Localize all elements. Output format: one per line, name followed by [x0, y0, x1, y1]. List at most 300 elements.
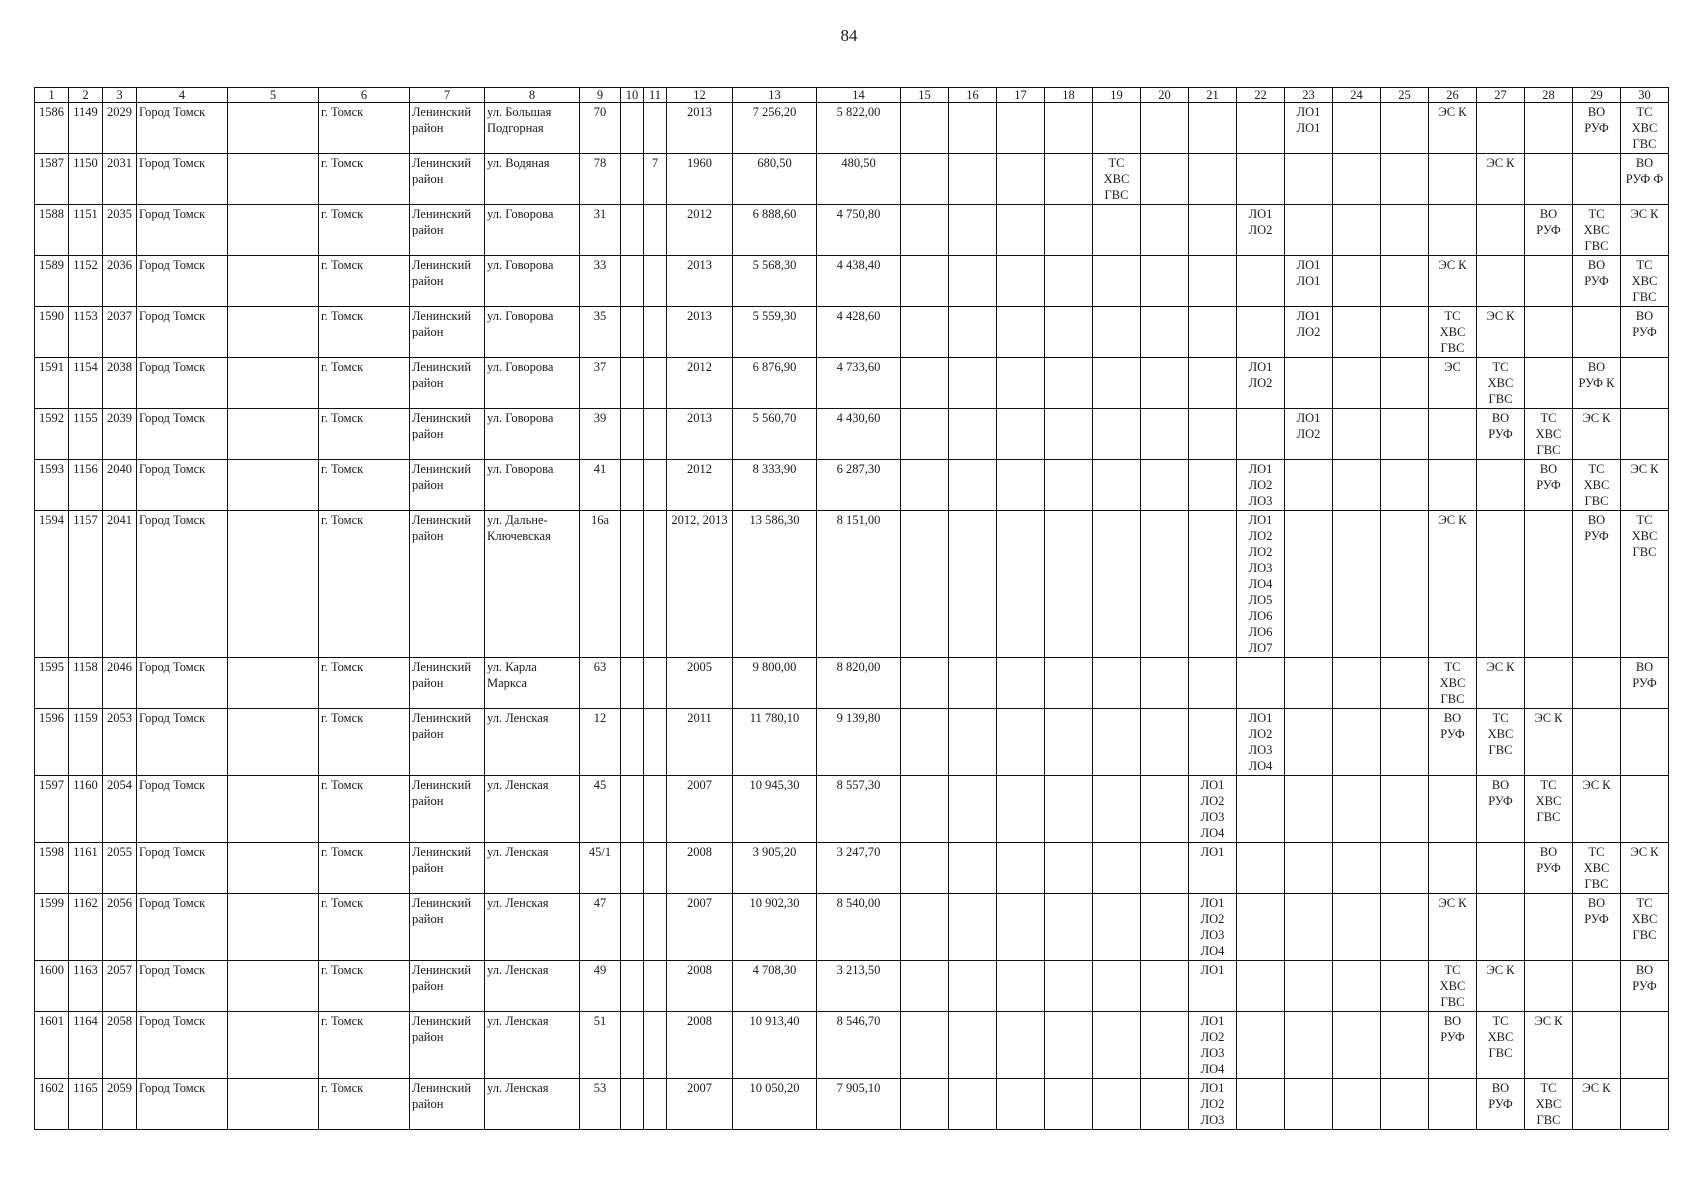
- cell-col-1: 1593: [35, 460, 69, 511]
- cell-col-17: [997, 307, 1045, 358]
- cell-col-9: 35: [580, 307, 621, 358]
- cell-col-15: [901, 307, 949, 358]
- cell-col-23: [1285, 961, 1333, 1012]
- cell-col-25: [1381, 776, 1429, 843]
- cell-col-25: [1381, 205, 1429, 256]
- cell-col-5: [228, 1012, 319, 1079]
- column-header-26: 26: [1429, 88, 1477, 103]
- cell-col-9: 49: [580, 961, 621, 1012]
- cell-col-12: 2013: [667, 409, 733, 460]
- cell-col-28: [1525, 511, 1573, 658]
- column-header-4: 4: [137, 88, 228, 103]
- column-number-row: [35, 88, 1669, 103]
- cell-col-29: ЭС К: [1573, 776, 1621, 843]
- cell-col-12: 2012, 2013: [667, 511, 733, 658]
- cell-col-3: 2037: [103, 307, 137, 358]
- cell-col-5: [228, 1079, 319, 1130]
- cell-col-19: [1093, 843, 1141, 894]
- cell-col-26: ВО РУФ: [1429, 1012, 1477, 1079]
- cell-col-8: ул. Говорова: [485, 256, 580, 307]
- cell-col-28: [1525, 154, 1573, 205]
- cell-col-2: 1162: [69, 894, 103, 961]
- cell-col-5: [228, 205, 319, 256]
- cell-col-6: г. Томск: [319, 307, 410, 358]
- cell-col-2: 1151: [69, 205, 103, 256]
- cell-col-17: [997, 843, 1045, 894]
- cell-col-12: 2012: [667, 358, 733, 409]
- cell-col-12: 2008: [667, 843, 733, 894]
- cell-col-11: [644, 1012, 667, 1079]
- column-header-9: 9: [580, 88, 621, 103]
- cell-col-13: 4 708,30: [733, 961, 817, 1012]
- cell-col-22: [1237, 154, 1285, 205]
- cell-col-13: 6 888,60: [733, 205, 817, 256]
- cell-col-15: [901, 709, 949, 776]
- cell-col-8: ул. Дальне-Ключевская: [485, 511, 580, 658]
- cell-col-19: [1093, 205, 1141, 256]
- cell-col-25: [1381, 307, 1429, 358]
- cell-col-7: Ленинский район: [410, 358, 485, 409]
- cell-col-12: 2011: [667, 709, 733, 776]
- column-header-25: 25: [1381, 88, 1429, 103]
- cell-col-19: [1093, 709, 1141, 776]
- cell-col-22: [1237, 307, 1285, 358]
- cell-col-18: [1045, 358, 1093, 409]
- cell-col-19: [1093, 307, 1141, 358]
- cell-col-5: [228, 358, 319, 409]
- cell-col-27: ВО РУФ: [1477, 776, 1525, 843]
- cell-col-26: ЭС: [1429, 358, 1477, 409]
- cell-col-9: 47: [580, 894, 621, 961]
- cell-col-29: ТС ХВС ГВС: [1573, 460, 1621, 511]
- cell-col-30: ЭС К: [1621, 205, 1669, 256]
- cell-col-1: 1594: [35, 511, 69, 658]
- cell-col-16: [949, 1079, 997, 1130]
- cell-col-9: 37: [580, 358, 621, 409]
- cell-col-9: 45/1: [580, 843, 621, 894]
- cell-col-22: [1237, 1079, 1285, 1130]
- cell-col-23: [1285, 843, 1333, 894]
- cell-col-8: ул. Говорова: [485, 205, 580, 256]
- cell-col-24: [1333, 103, 1381, 154]
- cell-col-15: [901, 961, 949, 1012]
- column-header-15: 15: [901, 88, 949, 103]
- cell-col-20: [1141, 1012, 1189, 1079]
- cell-col-3: 2056: [103, 894, 137, 961]
- column-header-21: 21: [1189, 88, 1237, 103]
- cell-col-23: ЛО1 ЛО2: [1285, 409, 1333, 460]
- cell-col-7: Ленинский район: [410, 894, 485, 961]
- cell-col-16: [949, 1012, 997, 1079]
- cell-col-13: 10 945,30: [733, 776, 817, 843]
- cell-col-8: ул. Карла Маркса: [485, 658, 580, 709]
- cell-col-25: [1381, 154, 1429, 205]
- cell-col-1: 1599: [35, 894, 69, 961]
- cell-col-6: г. Томск: [319, 658, 410, 709]
- cell-col-30: ВО РУФ: [1621, 658, 1669, 709]
- cell-col-8: ул. Ленская: [485, 1079, 580, 1130]
- cell-col-14: 4 438,40: [817, 256, 901, 307]
- cell-col-18: [1045, 1079, 1093, 1130]
- cell-col-18: [1045, 154, 1093, 205]
- cell-col-30: [1621, 1012, 1669, 1079]
- cell-col-10: [621, 307, 644, 358]
- cell-col-22: [1237, 103, 1285, 154]
- cell-col-11: [644, 961, 667, 1012]
- cell-col-27: [1477, 103, 1525, 154]
- cell-col-29: ТС ХВС ГВС: [1573, 843, 1621, 894]
- cell-col-5: [228, 307, 319, 358]
- cell-col-6: г. Томск: [319, 511, 410, 658]
- cell-col-25: [1381, 103, 1429, 154]
- cell-col-10: [621, 103, 644, 154]
- cell-col-15: [901, 154, 949, 205]
- cell-col-24: [1333, 358, 1381, 409]
- cell-col-15: [901, 1012, 949, 1079]
- cell-col-15: [901, 103, 949, 154]
- cell-col-6: г. Томск: [319, 409, 410, 460]
- cell-col-8: ул. Водяная: [485, 154, 580, 205]
- cell-col-7: Ленинский район: [410, 460, 485, 511]
- cell-col-17: [997, 776, 1045, 843]
- cell-col-14: 4 430,60: [817, 409, 901, 460]
- cell-col-5: [228, 843, 319, 894]
- cell-col-20: [1141, 658, 1189, 709]
- cell-col-14: 3 247,70: [817, 843, 901, 894]
- cell-col-10: [621, 776, 644, 843]
- cell-col-28: ВО РУФ: [1525, 843, 1573, 894]
- cell-col-13: 13 586,30: [733, 511, 817, 658]
- cell-col-26: ЭС К: [1429, 511, 1477, 658]
- cell-col-5: [228, 511, 319, 658]
- cell-col-9: 51: [580, 1012, 621, 1079]
- column-header-20: 20: [1141, 88, 1189, 103]
- cell-col-12: 2005: [667, 658, 733, 709]
- cell-col-7: Ленинский район: [410, 843, 485, 894]
- cell-col-17: [997, 658, 1045, 709]
- cell-col-30: [1621, 409, 1669, 460]
- cell-col-16: [949, 511, 997, 658]
- cell-col-6: г. Томск: [319, 154, 410, 205]
- cell-col-26: ТС ХВС ГВС: [1429, 961, 1477, 1012]
- cell-col-13: 10 913,40: [733, 1012, 817, 1079]
- cell-col-23: ЛО1 ЛО1: [1285, 103, 1333, 154]
- cell-col-2: 1155: [69, 409, 103, 460]
- cell-col-22: [1237, 776, 1285, 843]
- cell-col-24: [1333, 205, 1381, 256]
- cell-col-23: ЛО1 ЛО2: [1285, 307, 1333, 358]
- cell-col-14: 5 822,00: [817, 103, 901, 154]
- cell-col-11: [644, 894, 667, 961]
- cell-col-21: ЛО1: [1189, 961, 1237, 1012]
- cell-col-11: [644, 658, 667, 709]
- cell-col-28: ЭС К: [1525, 1012, 1573, 1079]
- cell-col-6: г. Томск: [319, 1012, 410, 1079]
- table-row: [35, 961, 1669, 1012]
- cell-col-26: ТС ХВС ГВС: [1429, 658, 1477, 709]
- cell-col-10: [621, 1012, 644, 1079]
- cell-col-28: ТС ХВС ГВС: [1525, 1079, 1573, 1130]
- cell-col-29: [1573, 961, 1621, 1012]
- cell-col-8: ул. Ленская: [485, 961, 580, 1012]
- cell-col-12: 2008: [667, 961, 733, 1012]
- cell-col-16: [949, 103, 997, 154]
- cell-col-25: [1381, 256, 1429, 307]
- cell-col-24: [1333, 658, 1381, 709]
- cell-col-13: 9 800,00: [733, 658, 817, 709]
- cell-col-11: [644, 1079, 667, 1130]
- cell-col-19: [1093, 894, 1141, 961]
- cell-col-1: 1595: [35, 658, 69, 709]
- column-header-27: 27: [1477, 88, 1525, 103]
- cell-col-2: 1165: [69, 1079, 103, 1130]
- cell-col-26: [1429, 1079, 1477, 1130]
- cell-col-12: 2007: [667, 1079, 733, 1130]
- cell-col-18: [1045, 658, 1093, 709]
- cell-col-12: 2013: [667, 307, 733, 358]
- cell-col-13: 10 050,20: [733, 1079, 817, 1130]
- cell-col-22: ЛО1 ЛО2: [1237, 205, 1285, 256]
- cell-col-30: [1621, 1079, 1669, 1130]
- cell-col-24: [1333, 776, 1381, 843]
- cell-col-13: 10 902,30: [733, 894, 817, 961]
- cell-col-5: [228, 460, 319, 511]
- cell-col-22: [1237, 894, 1285, 961]
- column-header-6: 6: [319, 88, 410, 103]
- cell-col-24: [1333, 409, 1381, 460]
- cell-col-1: 1600: [35, 961, 69, 1012]
- cell-col-8: ул. Ленская: [485, 709, 580, 776]
- table-row: [35, 154, 1669, 205]
- cell-col-17: [997, 511, 1045, 658]
- cell-col-24: [1333, 1012, 1381, 1079]
- column-header-12: 12: [667, 88, 733, 103]
- cell-col-1: 1592: [35, 409, 69, 460]
- cell-col-21: [1189, 205, 1237, 256]
- cell-col-9: 78: [580, 154, 621, 205]
- cell-col-16: [949, 776, 997, 843]
- cell-col-13: 5 559,30: [733, 307, 817, 358]
- cell-col-23: ЛО1 ЛО1: [1285, 256, 1333, 307]
- cell-col-14: 8 540,00: [817, 894, 901, 961]
- cell-col-11: [644, 709, 667, 776]
- cell-col-7: Ленинский район: [410, 1079, 485, 1130]
- cell-col-3: 2040: [103, 460, 137, 511]
- cell-col-3: 2053: [103, 709, 137, 776]
- cell-col-29: ЭС К: [1573, 1079, 1621, 1130]
- cell-col-25: [1381, 658, 1429, 709]
- cell-col-15: [901, 894, 949, 961]
- cell-col-12: 2013: [667, 256, 733, 307]
- cell-col-28: [1525, 358, 1573, 409]
- cell-col-14: 7 905,10: [817, 1079, 901, 1130]
- cell-col-7: Ленинский район: [410, 961, 485, 1012]
- cell-col-1: 1596: [35, 709, 69, 776]
- cell-col-16: [949, 154, 997, 205]
- cell-col-12: 2012: [667, 205, 733, 256]
- cell-col-10: [621, 409, 644, 460]
- cell-col-28: ЭС К: [1525, 709, 1573, 776]
- cell-col-21: ЛО1 ЛО2 ЛО3: [1189, 1079, 1237, 1130]
- cell-col-16: [949, 843, 997, 894]
- cell-col-27: ЭС К: [1477, 307, 1525, 358]
- table-row: [35, 307, 1669, 358]
- table-row: [35, 205, 1669, 256]
- cell-col-6: г. Томск: [319, 843, 410, 894]
- column-header-8: 8: [485, 88, 580, 103]
- cell-col-10: [621, 1079, 644, 1130]
- cell-col-18: [1045, 460, 1093, 511]
- cell-col-9: 16а: [580, 511, 621, 658]
- cell-col-16: [949, 460, 997, 511]
- cell-col-13: 7 256,20: [733, 103, 817, 154]
- cell-col-26: [1429, 776, 1477, 843]
- cell-col-2: 1160: [69, 776, 103, 843]
- cell-col-10: [621, 843, 644, 894]
- table-row: [35, 843, 1669, 894]
- cell-col-9: 63: [580, 658, 621, 709]
- table-row: [35, 658, 1669, 709]
- cell-col-20: [1141, 256, 1189, 307]
- column-header-24: 24: [1333, 88, 1381, 103]
- table-row: [35, 358, 1669, 409]
- cell-col-29: [1573, 307, 1621, 358]
- cell-col-22: ЛО1 ЛО2 ЛО3: [1237, 460, 1285, 511]
- cell-col-29: ЭС К: [1573, 409, 1621, 460]
- cell-col-21: [1189, 154, 1237, 205]
- cell-col-28: ВО РУФ: [1525, 205, 1573, 256]
- cell-col-19: [1093, 776, 1141, 843]
- cell-col-12: 2007: [667, 776, 733, 843]
- cell-col-1: 1591: [35, 358, 69, 409]
- cell-col-7: Ленинский район: [410, 1012, 485, 1079]
- cell-col-22: [1237, 843, 1285, 894]
- table-row: [35, 709, 1669, 776]
- cell-col-27: [1477, 843, 1525, 894]
- cell-col-28: [1525, 894, 1573, 961]
- cell-col-24: [1333, 709, 1381, 776]
- cell-col-2: 1163: [69, 961, 103, 1012]
- table-row: [35, 1079, 1669, 1130]
- cell-col-19: [1093, 256, 1141, 307]
- cell-col-21: [1189, 307, 1237, 358]
- cell-col-1: 1598: [35, 843, 69, 894]
- cell-col-16: [949, 256, 997, 307]
- cell-col-30: [1621, 358, 1669, 409]
- cell-col-21: [1189, 511, 1237, 658]
- cell-col-13: 680,50: [733, 154, 817, 205]
- cell-col-23: [1285, 154, 1333, 205]
- cell-col-14: 8 557,30: [817, 776, 901, 843]
- cell-col-7: Ленинский район: [410, 103, 485, 154]
- cell-col-21: [1189, 256, 1237, 307]
- cell-col-7: Ленинский район: [410, 154, 485, 205]
- cell-col-23: [1285, 776, 1333, 843]
- cell-col-3: 2054: [103, 776, 137, 843]
- cell-col-2: 1149: [69, 103, 103, 154]
- cell-col-19: [1093, 358, 1141, 409]
- cell-col-3: 2059: [103, 1079, 137, 1130]
- column-header-17: 17: [997, 88, 1045, 103]
- cell-col-21: [1189, 658, 1237, 709]
- cell-col-19: [1093, 1079, 1141, 1130]
- cell-col-13: 8 333,90: [733, 460, 817, 511]
- cell-col-27: ЭС К: [1477, 658, 1525, 709]
- cell-col-1: 1588: [35, 205, 69, 256]
- cell-col-4: Город Томск: [137, 154, 228, 205]
- cell-col-2: 1150: [69, 154, 103, 205]
- cell-col-22: [1237, 961, 1285, 1012]
- cell-col-28: [1525, 103, 1573, 154]
- cell-col-15: [901, 511, 949, 658]
- cell-col-12: 2013: [667, 103, 733, 154]
- cell-col-15: [901, 358, 949, 409]
- cell-col-24: [1333, 256, 1381, 307]
- cell-col-11: [644, 358, 667, 409]
- cell-col-22: ЛО1 ЛО2 ЛО2 ЛО3 ЛО4 ЛО5 ЛО6 ЛО6 ЛО7: [1237, 511, 1285, 658]
- cell-col-20: [1141, 154, 1189, 205]
- cell-col-1: 1590: [35, 307, 69, 358]
- cell-col-13: 11 780,10: [733, 709, 817, 776]
- cell-col-22: [1237, 658, 1285, 709]
- cell-col-8: ул. Говорова: [485, 358, 580, 409]
- cell-col-20: [1141, 307, 1189, 358]
- cell-col-30: ТС ХВС ГВС: [1621, 103, 1669, 154]
- cell-col-12: 2008: [667, 1012, 733, 1079]
- cell-col-16: [949, 409, 997, 460]
- cell-col-21: ЛО1 ЛО2 ЛО3 ЛО4: [1189, 776, 1237, 843]
- cell-col-4: Город Томск: [137, 776, 228, 843]
- cell-col-3: 2038: [103, 358, 137, 409]
- cell-col-4: Город Томск: [137, 307, 228, 358]
- cell-col-16: [949, 358, 997, 409]
- table-row: [35, 1012, 1669, 1079]
- cell-col-7: Ленинский район: [410, 409, 485, 460]
- cell-col-8: ул. Ленская: [485, 1012, 580, 1079]
- cell-col-23: [1285, 709, 1333, 776]
- cell-col-10: [621, 358, 644, 409]
- cell-col-11: [644, 205, 667, 256]
- column-header-5: 5: [228, 88, 319, 103]
- cell-col-5: [228, 709, 319, 776]
- cell-col-23: [1285, 511, 1333, 658]
- cell-col-29: [1573, 658, 1621, 709]
- cell-col-3: 2046: [103, 658, 137, 709]
- column-header-22: 22: [1237, 88, 1285, 103]
- cell-col-21: [1189, 709, 1237, 776]
- cell-col-12: 2007: [667, 894, 733, 961]
- cell-col-29: [1573, 709, 1621, 776]
- cell-col-17: [997, 961, 1045, 1012]
- cell-col-30: ВО РУФ: [1621, 961, 1669, 1012]
- column-header-19: 19: [1093, 88, 1141, 103]
- cell-col-17: [997, 709, 1045, 776]
- cell-col-7: Ленинский район: [410, 511, 485, 658]
- cell-col-18: [1045, 256, 1093, 307]
- cell-col-28: ТС ХВС ГВС: [1525, 409, 1573, 460]
- cell-col-12: 2012: [667, 460, 733, 511]
- cell-col-29: ВО РУФ К: [1573, 358, 1621, 409]
- cell-col-25: [1381, 894, 1429, 961]
- cell-col-22: [1237, 1012, 1285, 1079]
- cell-col-11: [644, 307, 667, 358]
- cell-col-6: г. Томск: [319, 894, 410, 961]
- cell-col-8: ул. Ленская: [485, 894, 580, 961]
- cell-col-20: [1141, 358, 1189, 409]
- cell-col-28: ВО РУФ: [1525, 460, 1573, 511]
- cell-col-3: 2041: [103, 511, 137, 658]
- cell-col-29: ВО РУФ: [1573, 256, 1621, 307]
